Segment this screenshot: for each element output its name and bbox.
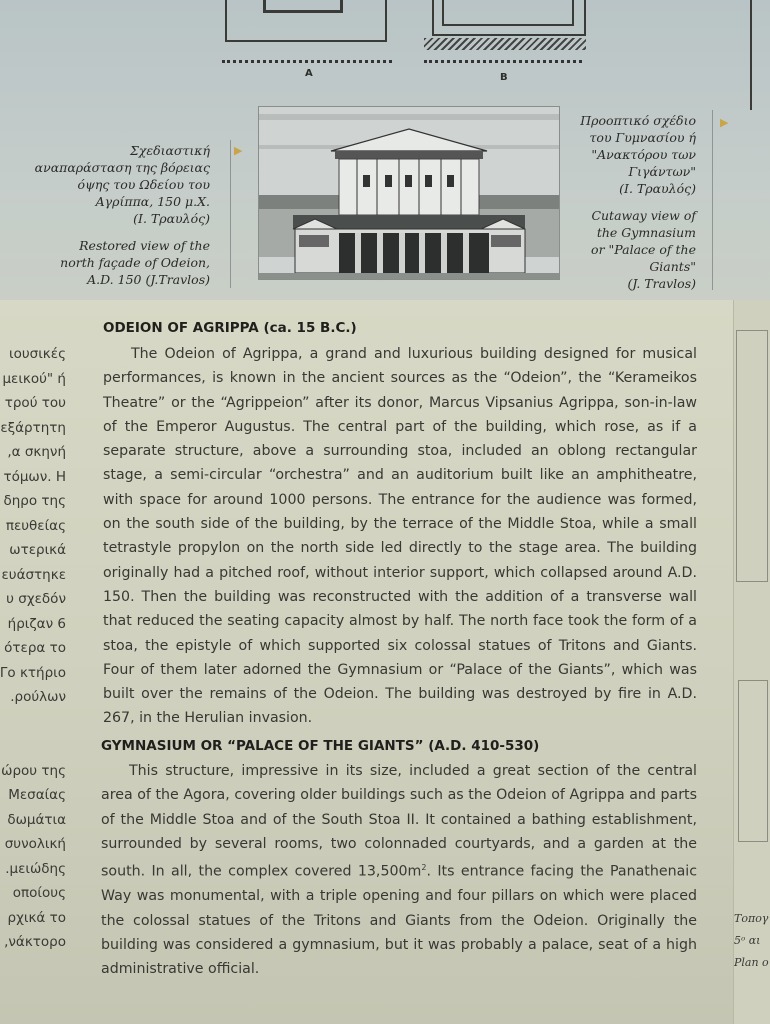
greek-fragment: Γο κτήριο (0, 664, 66, 681)
greek-fragment: τρού του (4, 395, 66, 411)
caption-right-greek-line: Γιγάντων" (628, 164, 696, 179)
odeion-facade-drawing (258, 106, 560, 280)
caption-divider (712, 110, 713, 290)
caption-right-greek-line: Προοπτικό σχέδιο (580, 113, 696, 128)
greek-fragment (0, 734, 66, 759)
greek-text-fragments (0, 342, 70, 955)
adjacent-plan-fragment (750, 0, 770, 110)
plan-drawing-a (225, 0, 387, 42)
plan-hatching (424, 38, 586, 50)
greek-fragment: δωμάτια (7, 811, 66, 828)
caption-pointer-icon: ▶ (720, 116, 729, 129)
caption-pointer-icon: ▶ (234, 144, 243, 157)
section-body-gymnasium (101, 759, 697, 981)
section-title-odeion: ODEION OF AGRIPPA (ca. 15 B.C.) (103, 320, 357, 336)
greek-fragment: ευάστηκε (1, 566, 66, 583)
caption-left-greek-line: αναπαράσταση της βόρειας (34, 160, 210, 175)
caption-right-english-line: (J. Travlos) (627, 276, 696, 291)
greek-fragment: πευθείας (5, 517, 66, 534)
section-title-gymnasium: GYMNASIUM OR “PALACE OF THE GIANTS” (A.D. 410-530) (101, 738, 540, 754)
caption-right-greek-line: (Ι. Τραυλός) (619, 181, 696, 196)
adjacent-map-fragment (736, 330, 768, 582)
adjacent-note-line: Τοπογ (734, 912, 769, 925)
scale-dotted-line-b (424, 60, 582, 63)
caption-right-english-line: Giants" (649, 259, 696, 274)
greek-fragment (0, 710, 66, 735)
gymnasium-paragraph-part: This structure, impressive in its size, included a great section of the central area of the Agora, covering older buildings such as the Odeion of Agrippa and parts of the Middle Stoa and of the South Stoa II. It contained a bathing establishment, surrounded by several rooms, two colonnaded courtyards, and a garden at the south. In all, the complex covered 13,500m (101, 763, 697, 880)
greek-fragment: α σκηνή, (7, 444, 66, 460)
plan-drawing-b (432, 0, 586, 36)
caption-right-greek-line: του Γυμνασίου ή (589, 130, 696, 145)
greek-fragment: Μεσαίας (8, 787, 66, 803)
caption-left-english-line: A.D. 150 (J.Travlos) (87, 272, 210, 287)
building-facade-icon (259, 107, 559, 279)
caption-divider (230, 140, 231, 288)
caption-right-greek-line: "Ανακτόρου των (591, 147, 696, 162)
greek-fragment: τόμων. Η (3, 468, 66, 485)
greek-fragment: υ σχεδόν (6, 591, 66, 607)
adjacent-map-fragment (738, 680, 768, 842)
plan-label-b: B (500, 72, 508, 83)
scale-dotted-line-a (222, 60, 392, 63)
greek-fragment: δηρο της (3, 493, 66, 509)
caption-left-greek-line: Σχεδιαστική (129, 143, 210, 158)
greek-fragment: ώρου της (1, 762, 66, 779)
caption-right-english-line: or "Palace of the (591, 242, 696, 257)
greek-fragment: οποίους (12, 885, 66, 901)
plan-label-a: A (305, 68, 313, 79)
greek-fragment: ήριζαν 6 (7, 615, 66, 632)
greek-fragment: ωτερικά (9, 542, 66, 558)
greek-fragment: ιουσικές (9, 346, 66, 362)
caption-left-greek-line: όψης του Ωδείου του (77, 177, 210, 192)
greek-fragment: συνολική (4, 836, 66, 852)
caption-left-english-line: north façade of Odeion, (60, 255, 210, 270)
section-body-odeion (103, 342, 697, 731)
caption-right-english-line: Cutaway view of (591, 208, 696, 223)
greek-fragment: ότερα το (4, 640, 66, 656)
caption-left (30, 142, 210, 288)
greek-fragment: ρούλων. (10, 689, 66, 705)
greek-fragment: μειώδης. (5, 860, 66, 877)
greek-fragment: μεικού" ή (2, 370, 66, 387)
greek-fragment: ρχικά το (7, 909, 66, 926)
caption-right-english-line: the Gymnasium (596, 225, 696, 240)
caption-left-greek-line: Αγρίππα, 150 μ.Χ. (95, 194, 210, 209)
adjacent-note-line: Plan o (734, 956, 769, 969)
gymnasium-paragraph-part: . Its entrance facing the Panathenaic Way was monumental, with a triple opening and four pillars on which were placed the colossal statues of the Tritons and Giants from the Odeion. Originally the building was considered a gymnasium, but it was probably a palace, seat of a high administrative official. (101, 863, 698, 978)
greek-fragment: εξάρτητη (0, 419, 66, 436)
caption-left-greek-line: (Ι. Τραυλός) (133, 211, 210, 226)
caption-left-english-line: Restored view of the (79, 238, 210, 253)
adjacent-caption-fragment (734, 908, 769, 974)
superscript-squared: 2 (421, 863, 427, 873)
greek-fragment: νάκτορο, (4, 934, 66, 950)
odeion-paragraph: The Odeion of Agrippa, a grand and luxurious building designed for musical performances, is known in the ancient sources as the “Odeion”, the “Kerameikos Theatre” or the “Agrippeion” after its donor, Marcus Vipsanius Agrippa, son-in-law of the Emperor Augustus. The central part of the building, which rose, as if a separate structure, above a surrounding stoa, included an oblong rectangular stage, a semi-circular “orchestra” and an auditorium built like an amphitheatre, with space for around 1000 persons. The entrance for the audience was formed, on the south side of the building, by the terrace of the Middle Stoa, while a small tetrastyle propylon on the north side led directly to the stage area. The building originally had a pitched roof, without interior support, which collapsed around A.D. 150. Then the building was reconstructed with the addition of a transverse wall that reduced the seating capacity almost by half. The north face took the form of a stoa, the epistyle of which supported six colossal statues of Tritons and Giants. Four of them later adorned the Gymnasium or “Palace of the Giants”, which was built over the remains of the Odeion. The building was destroyed by fire in A.D. 267, in the Herulian invasion. (103, 346, 697, 727)
adjacent-note-line: 5ᵒ αι (734, 934, 761, 947)
caption-right (578, 112, 696, 292)
